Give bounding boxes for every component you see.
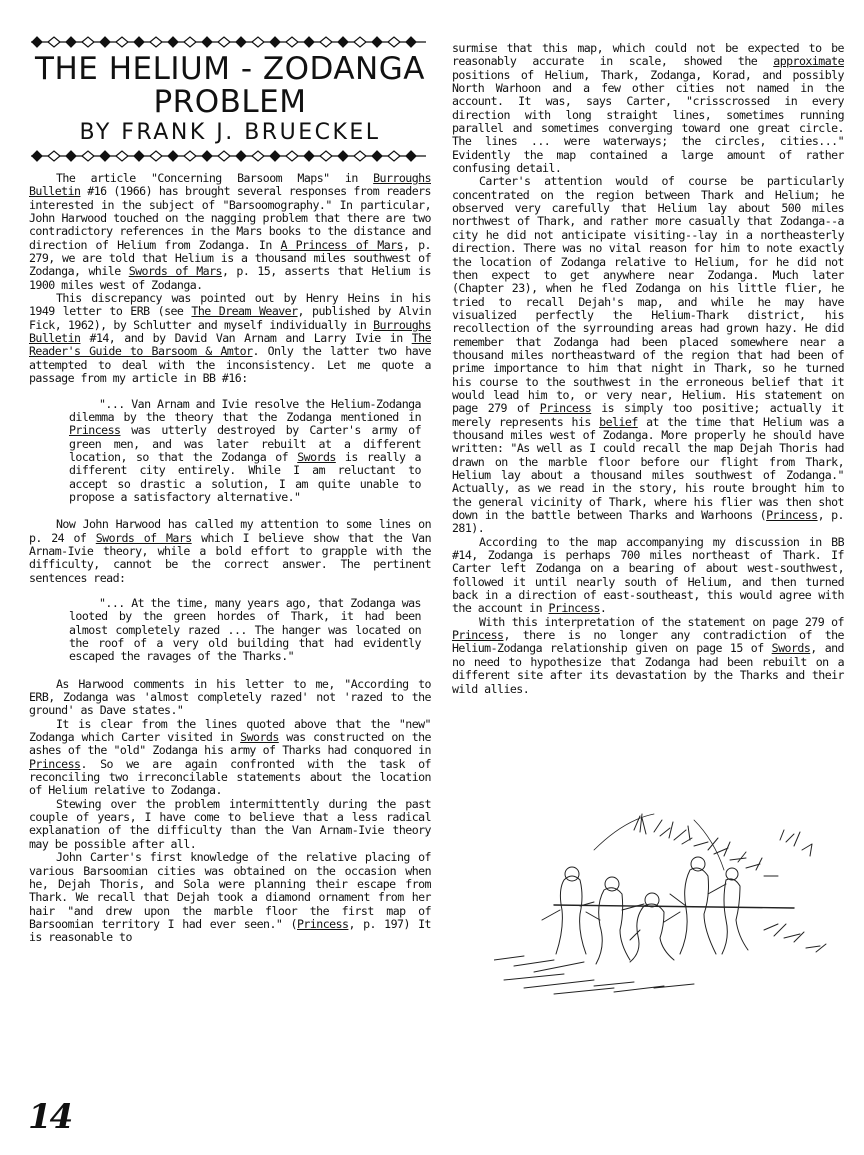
paragraph: John Carter's first knowledge of the relative placing of various Barsoomian cities was obtained on the occasion when he, Dejah Thoris, and Sola were planning their escape from Thark. We recall that Dejah took a diamond ornament from her hair "and drew upon the marble floor the first map of Barsoomian territory I had ever seen." (Princess, p. 197) It is reasonable to (29, 850, 431, 945)
block-quote: "... At the time, many years ago, that Zodanga was looted by the green hordes of Thark, it had been almost completely razed ... The hanger was located on the roof of a very old building that had evidently escaped the ravages of the Tharks." (69, 595, 421, 664)
tharks-illustration (494, 810, 840, 1000)
article-title-line-2: PROBLEM (153, 84, 307, 120)
article-title-line-1: THE HELIUM - ZODANGA (35, 51, 425, 87)
paragraph: As Harwood comments in his letter to me, "According to ERB, Zodanga was 'almost completely razed' not 'razed to the ground' as Dave states." (29, 676, 431, 718)
paragraph: With this interpretation of the statement on page 279 of Princess, there is no longer any contradiction of the Helium-Zodanga relationship given on page 15 of Swords, and no need to hypothesize that Zodanga had been rebuilt on a different site after its devastation by the Tharks and their wild allies. (452, 614, 844, 696)
paragraph: surmise that this map, which could not be expected to be reasonably accurate in scale, showed the approximate positions of Helium, Thark, Zodanga, Korad, and possibly North Warhoon and a few other cities not named in the account. It was, says Carter, "crisscrossed in every direction with long straight lines, sometimes running parallel and sometimes converging toward one great circle. The lines ... were waterways; the circles, cities..." Evidently the map contained a large amount of rather confusing detail. (452, 41, 844, 176)
left-column (29, 172, 431, 945)
paragraph: This discrepancy was pointed out by Henry Heins in his 1949 letter to ERB (see The Dream Weaver, published by Alvin Fick, 1962), by Schlutter and myself individually in Burroughs Bulletin #14, and by David Van Arnam and Larry Ivie in The Reader's Guide to Barsoom & Amtor. Only the latter two have attempted to deal with the inconsistency. Let me quote a passage from my article in BB #16: (29, 291, 431, 386)
paragraph: According to the map accompanying my discussion in BB #14, Zodanga is perhaps 700 miles northeast of Thark. If Carter left Zodanga on a bearing of about west-southwest, followed it until nearly south of Helium, and then turned back in a direction of east-southeast, this would agree with the account in Princess. (452, 534, 844, 616)
byline: BY FRANK J. BRUECKEL (79, 120, 381, 145)
chain-ornament-icon (31, 36, 426, 48)
page-number: 14 (28, 1097, 72, 1137)
paragraph: Now John Harwood has called my attention to some lines on p. 24 of Swords of Mars which I believe show that the Van Arnam-Ivie theory, while a bold effort to grapple with the difficulty, cannot be the correct answer. The pertinent sentences read: (29, 517, 431, 585)
chain-ornament-icon (31, 150, 426, 162)
right-column (452, 42, 844, 696)
paragraph: It is clear from the lines quoted above that the "new" Zodanga which Carter visited in Swords was constructed on the ashes of the "old" Zodanga his army of Tharks had conquored in Princess. So we are again confronted with the task of reconciling two irreconcilable statements about the location of Helium relative to Zodanga. (29, 716, 431, 798)
paragraph: Carter's attention would of course be particularly concentrated on the region between Thark and Helium; he observed very carefully that Helium lay about 500 miles northwest of Thark, and rather more casually that Zodanga--a city he did not anticipate visiting--lay in a northeasterly direction. There was no vital reason for him to note exactly the location of Zodanga relative to Helium, for he did not then expect to get anywhere near Zodanga. Much later (Chapter 23), when he fled Zodanga on his little flier, he tried to recall Dejah's map, and while he may have visualized perfectly the Helium-Thark district, his recollection of the syrrounding areas had grown hazy. He did remember that Zodanga had been placed somewhere near a thousand miles northeastward of the region that had been of prime importance to him that night in Thark, so he turned his course to the southwest in the erroneous belief that it would lead him to, or very near, Helium. His statement on page 279 of Princess is simply too positive; actually it merely represents his belief at the time that Helium was a thousand miles west of Zodanga. More properly he should have written: "As well as I could recall the map Dejah Thoris had drawn on the marble floor before our flight from Thark, Helium lay about a thousand miles southwest of Zodanga." Actually, as we read in the story, his route brought him to the general vicinity of Thark, where his flier was then shot down in the battle between Tharks and Warhoons (Princess, p. 281). (452, 174, 844, 536)
ornament-border-top (31, 36, 426, 48)
ornament-border-bottom (31, 150, 426, 162)
block-quote: "... Van Arnam and Ivie resolve the Helium-Zodanga dilemma by the theory that the Zodanga mentioned in Princess was utterly destroyed by Carter's army of green men, and was later rebuilt at a different location, so that the Zodanga of Swords is really a different city entirely. While I am reluctant to accept so drastic a solution, I am quite unable to propose a satisfactory alternative." (69, 396, 421, 504)
paragraph: Stewing over the problem intermittently during the past couple of years, I have come to believe that a less radical explanation of the difficulty than the Van Arnam-Ivie theory may be possible after all. (29, 796, 431, 851)
paragraph: The article "Concerning Barsoom Maps" in Burroughs Bulletin #16 (1966) has brought several responses from readers interested in the subject of "Barsoomography." In particular, John Harwood touched on the nagging problem that there are two contradictory references in the Mars books to the distance and direction of Helium from Zodanga. In A Princess of Mars, p. 279, we are told that Helium is a thousand miles southwest of Zodanga, while Swords of Mars, p. 15, asserts that Helium is 1900 miles west of Zodanga. (29, 171, 431, 292)
